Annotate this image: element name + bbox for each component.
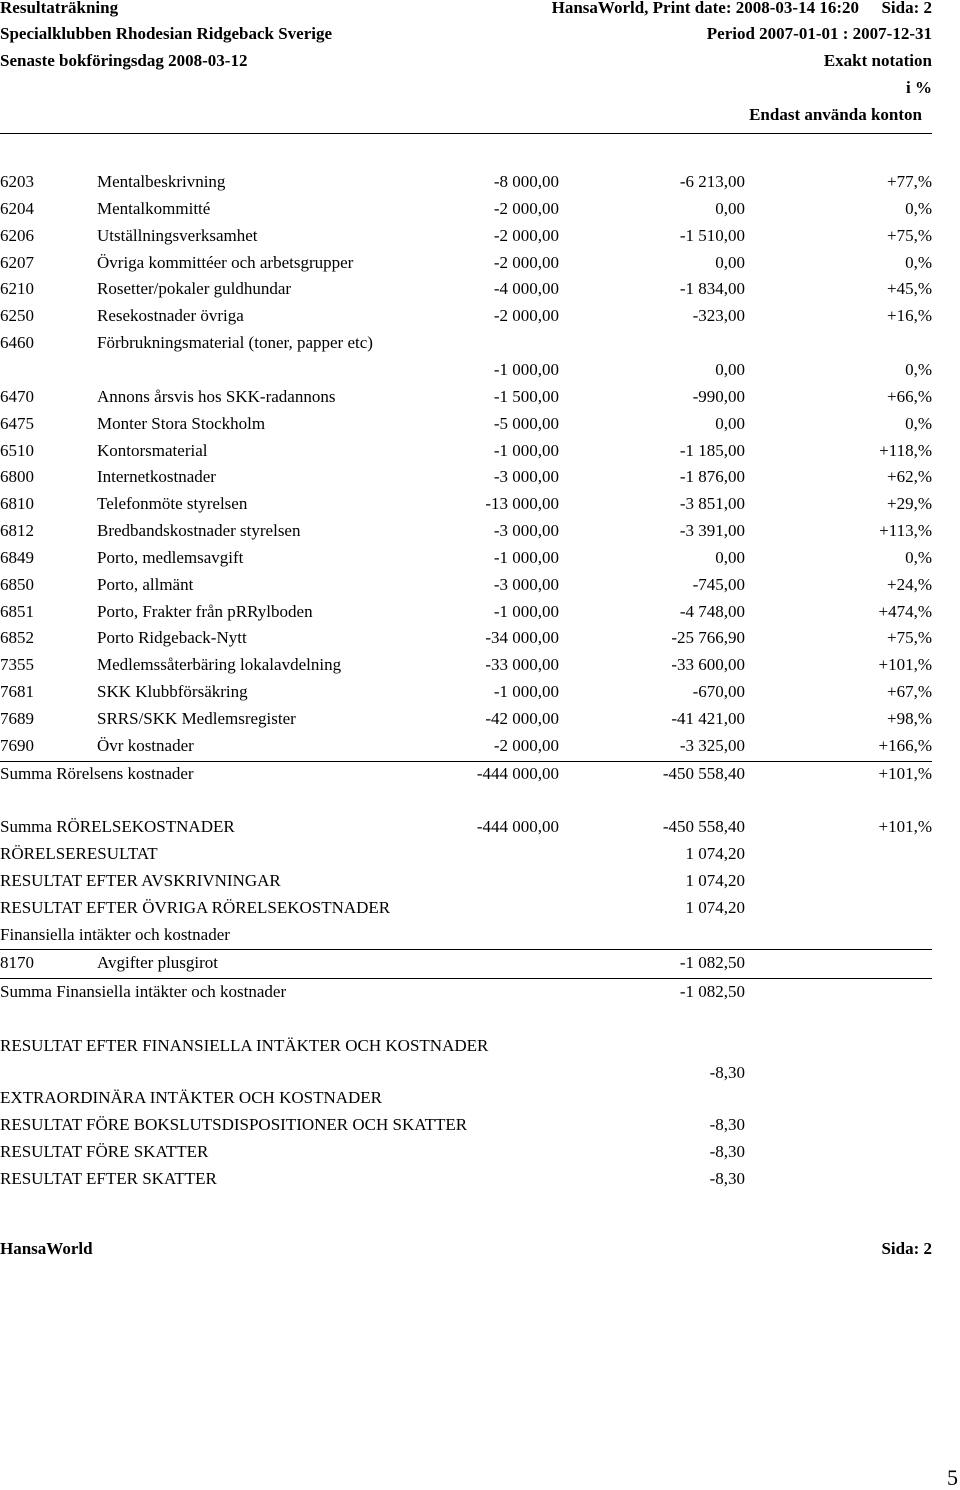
result-row: [0, 897, 960, 919]
after-financial-value: -8,30: [709, 1063, 745, 1082]
period: Period 2007-01-01 : 2007-12-31: [706, 24, 932, 43]
account-percent: +24,%: [887, 575, 932, 594]
account-row: [0, 198, 960, 220]
account-row: [0, 359, 960, 381]
account-percent: +474,%: [878, 602, 932, 621]
account-percent: +16,%: [887, 306, 932, 325]
finance-account-code: 8170: [0, 953, 34, 972]
finance-account-name: Avgifter plusgirot: [97, 953, 219, 972]
account-code: 7355: [0, 655, 34, 674]
account-percent: +166,%: [878, 736, 932, 755]
account-row: [0, 413, 960, 435]
account-budget: -3 000,00: [493, 521, 559, 540]
after-financial-value-row: [0, 1062, 960, 1084]
after-tax-label: RESULTAT EFTER SKATTER: [0, 1169, 217, 1188]
accounts-only: Endast använda konton: [749, 105, 922, 124]
account-code: 6206: [0, 226, 34, 245]
finance-heading: Finansiella intäkter och kostnader: [0, 925, 230, 944]
after-tax-row: [0, 1168, 960, 1190]
finance-rule-bottom: [0, 978, 932, 979]
account-code: 7681: [0, 682, 34, 701]
last-booking-date: Senaste bokföringsdag 2008-03-12: [0, 51, 248, 70]
account-percent: 0,%: [905, 548, 932, 567]
company-name: Specialklubben Rhodesian Ridgeback Sverige: [0, 24, 333, 43]
account-code: 6470: [0, 387, 34, 406]
account-percent: +98,%: [887, 709, 932, 728]
account-outcome: -990,00: [692, 387, 745, 406]
footer-page-label: Sida: 2: [881, 1239, 932, 1258]
account-code: 6849: [0, 548, 34, 567]
account-outcome: -3 325,00: [679, 736, 745, 755]
account-code: 6812: [0, 521, 34, 540]
account-budget: -2 000,00: [493, 226, 559, 245]
before-dispositions-label: RESULTAT FÖRE BOKSLUTSDISPOSITIONER OCH SKATTER: [0, 1115, 468, 1134]
sum-rule: [0, 761, 932, 762]
account-code: 6203: [0, 172, 34, 191]
account-outcome: 0,00: [715, 360, 745, 379]
account-row: [0, 493, 960, 515]
account-name: Porto, Frakter från pRRylboden: [97, 602, 313, 621]
account-row: [0, 574, 960, 596]
account-outcome: -670,00: [692, 682, 745, 701]
page-number: 5: [947, 1465, 958, 1490]
finance-account-outcome: -1 082,50: [679, 953, 745, 972]
account-outcome: 0,00: [715, 548, 745, 567]
header-rule: [0, 133, 932, 134]
account-row: [0, 735, 960, 757]
account-budget: -3 000,00: [493, 575, 559, 594]
account-name: Annons årsvis hos SKK-radannons: [97, 387, 336, 406]
account-row: [0, 627, 960, 649]
before-tax-row: [0, 1141, 960, 1163]
account-percent: +45,%: [887, 279, 932, 298]
summa-rorelsekostnader-label: Summa RÖRELSEKOSTNADER: [0, 817, 235, 836]
after-financial-label: RESULTAT EFTER FINANSIELLA INTÄKTER OCH KOSTNADER: [0, 1036, 489, 1055]
account-outcome: -1 876,00: [679, 467, 745, 486]
account-name: Telefonmöte styrelsen: [97, 494, 248, 513]
account-outcome: -25 766,90: [671, 628, 745, 647]
account-outcome: -745,00: [692, 575, 745, 594]
account-row: [0, 305, 960, 327]
account-budget: -1 000,00: [493, 360, 559, 379]
account-name: Monter Stora Stockholm: [97, 414, 266, 433]
notation: Exakt notation: [823, 51, 932, 70]
account-row: [0, 332, 960, 354]
finance-sum-outcome: -1 082,50: [679, 982, 745, 1001]
account-budget: -1 000,00: [493, 548, 559, 567]
account-row: [0, 171, 960, 193]
before-tax-label: RESULTAT FÖRE SKATTER: [0, 1142, 209, 1161]
finance-sum-label: Summa Finansiella intäkter och kostnader: [0, 982, 287, 1001]
account-code: 6810: [0, 494, 34, 513]
account-budget: -5 000,00: [493, 414, 559, 433]
extraordinary-label: EXTRAORDINÄRA INTÄKTER OCH KOSTNADER: [0, 1088, 383, 1107]
account-row: [0, 547, 960, 569]
account-budget: -2 000,00: [493, 253, 559, 272]
account-row: [0, 601, 960, 623]
result-label: RESULTAT EFTER ÖVRIGA RÖRELSEKOSTNADER: [0, 898, 391, 917]
result-outcome: 1 074,20: [685, 844, 745, 863]
result-outcome: 1 074,20: [685, 871, 745, 890]
account-name: Porto, allmänt: [97, 575, 194, 594]
result-label: RÖRELSERESULTAT: [0, 844, 158, 863]
before-tax-value: -8,30: [709, 1142, 745, 1161]
account-name: SRRS/SKK Medlemsregister: [97, 709, 296, 728]
finance-sum-row: [0, 981, 960, 1003]
account-outcome: -1 510,00: [679, 226, 745, 245]
result-row: [0, 870, 960, 892]
result-row: [0, 843, 960, 865]
percent-label: i %: [906, 78, 932, 97]
before-dispositions-value: -8,30: [709, 1115, 745, 1134]
account-code: 6510: [0, 441, 34, 460]
account-budget: -33 000,00: [485, 655, 559, 674]
account-outcome: 0,00: [715, 199, 745, 218]
account-percent: +118,%: [879, 441, 932, 460]
footer-brand: HansaWorld: [0, 1239, 93, 1258]
account-budget: -2 000,00: [493, 199, 559, 218]
account-outcome: 0,00: [715, 414, 745, 433]
account-budget: -2 000,00: [493, 736, 559, 755]
account-row: [0, 252, 960, 274]
account-percent: +75,%: [887, 628, 932, 647]
account-outcome: -4 748,00: [679, 602, 745, 621]
account-row: [0, 386, 960, 408]
account-budget: -1 000,00: [493, 682, 559, 701]
account-outcome: -1 185,00: [679, 441, 745, 460]
print-info: HansaWorld, Print date: 2008-03-14 16:20: [551, 0, 859, 17]
account-code: 6210: [0, 279, 34, 298]
finance-rule-top: [0, 949, 932, 950]
account-budget: -3 000,00: [493, 467, 559, 486]
account-code: 6850: [0, 575, 34, 594]
summa-rorelsens-row: [0, 763, 960, 785]
finance-heading-row: [0, 924, 960, 946]
account-percent: +75,%: [887, 226, 932, 245]
summa-rorelsekostnader-pct: +101,%: [878, 817, 932, 836]
account-budget: -1 000,00: [493, 602, 559, 621]
account-name: Övr kostnader: [97, 736, 194, 755]
account-budget: -1 500,00: [493, 387, 559, 406]
account-budget: -1 000,00: [493, 441, 559, 460]
account-row: [0, 225, 960, 247]
account-budget: -13 000,00: [485, 494, 559, 513]
header-page-label: Sida: 2: [881, 0, 932, 17]
account-budget: -8 000,00: [493, 172, 559, 191]
account-code: 6800: [0, 467, 34, 486]
account-outcome: -6 213,00: [679, 172, 745, 191]
account-percent: +29,%: [887, 494, 932, 513]
account-name: Mentalkommitté: [97, 199, 211, 218]
result-outcome: 1 074,20: [685, 898, 745, 917]
account-row: [0, 440, 960, 462]
summa-rorelsekostnader-budget: -444 000,00: [476, 817, 559, 836]
account-name: Mentalbeskrivning: [97, 172, 226, 191]
account-percent: 0,%: [905, 414, 932, 433]
account-outcome: -41 421,00: [671, 709, 745, 728]
account-name: Utställningsverksamhet: [97, 226, 258, 245]
account-name: Porto, medlemsavgift: [97, 548, 244, 567]
account-outcome: -3 851,00: [679, 494, 745, 513]
account-budget: -2 000,00: [493, 306, 559, 325]
account-row: [0, 681, 960, 703]
after-financial-label-row: [0, 1035, 960, 1057]
account-name: Resekostnader övriga: [97, 306, 244, 325]
account-name: Kontorsmaterial: [97, 441, 208, 460]
account-code: 6207: [0, 253, 34, 272]
after-tax-value: -8,30: [709, 1169, 745, 1188]
account-row: [0, 278, 960, 300]
account-name: Rosetter/pokaler guldhundar: [97, 279, 292, 298]
account-percent: +66,%: [887, 387, 932, 406]
account-name: Övriga kommittéer och arbetsgrupper: [97, 253, 354, 272]
summa-rorelsens-label: Summa Rörelsens kostnader: [0, 764, 194, 783]
before-dispositions-row: [0, 1114, 960, 1136]
account-percent: +77,%: [887, 172, 932, 191]
account-row: [0, 708, 960, 730]
account-outcome: -1 834,00: [679, 279, 745, 298]
account-code: 7689: [0, 709, 34, 728]
account-code: 7690: [0, 736, 34, 755]
summa-rorelsens-outcome: -450 558,40: [662, 764, 745, 783]
extraordinary-row: [0, 1087, 960, 1109]
account-percent: +67,%: [887, 682, 932, 701]
account-outcome: -33 600,00: [671, 655, 745, 674]
account-code: 6250: [0, 306, 34, 325]
finance-account-row: [0, 952, 960, 974]
account-outcome: -3 391,00: [679, 521, 745, 540]
account-name: SKK Klubbförsäkring: [97, 682, 248, 701]
summa-rorelsekostnader-outcome: -450 558,40: [662, 817, 745, 836]
summa-rorelsens-budget: -444 000,00: [476, 764, 559, 783]
account-outcome: -323,00: [692, 306, 745, 325]
account-code: 6460: [0, 333, 34, 352]
account-code: 6852: [0, 628, 34, 647]
account-row: [0, 466, 960, 488]
account-name: Förbrukningsmaterial (toner, papper etc): [97, 333, 373, 352]
account-code: 6851: [0, 602, 34, 621]
account-percent: 0,%: [905, 360, 932, 379]
summa-rorelsekostnader-row: [0, 816, 960, 838]
account-percent: 0,%: [905, 253, 932, 272]
account-name: Porto Ridgeback-Nytt: [97, 628, 247, 647]
account-name: Medlemssåterbäring lokalavdelning: [97, 655, 342, 674]
account-row: [0, 520, 960, 542]
account-percent: +113,%: [879, 521, 932, 540]
account-budget: -34 000,00: [485, 628, 559, 647]
report-title: Resultaträkning: [0, 0, 119, 17]
account-percent: 0,%: [905, 199, 932, 218]
account-percent: +101,%: [878, 655, 932, 674]
account-row: [0, 654, 960, 676]
account-percent: +62,%: [887, 467, 932, 486]
summa-rorelsens-pct: +101,%: [878, 764, 932, 783]
account-name: Internetkostnader: [97, 467, 216, 486]
account-budget: -42 000,00: [485, 709, 559, 728]
result-label: RESULTAT EFTER AVSKRIVNINGAR: [0, 871, 281, 890]
account-outcome: 0,00: [715, 253, 745, 272]
account-code: 6475: [0, 414, 34, 433]
account-budget: -4 000,00: [493, 279, 559, 298]
account-name: Bredbandskostnader styrelsen: [97, 521, 301, 540]
account-code: 6204: [0, 199, 34, 218]
